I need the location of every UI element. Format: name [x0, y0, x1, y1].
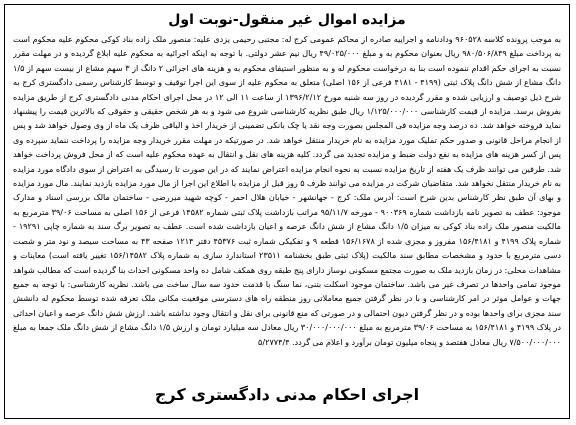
notice-body: به موجب پرونده کلاسه ۹۶۰۵۲۸ ودادنامه و اجراییه صادره از محاکم عمومی کرج له: مجتبی رحیمی یزدی علیه: منصور ملک زاده بناد کوکی محکوم علیه محکوم است به پرداخت مبلغ ۹۸۰/۵۰۶/۸۴۹ ریال بعنوان محکوم به و مبلغ ۴۹/۰۲۵/۰۰۰ ریال نیم عشر دولتی. با توجه به اینکه اجرائیه به محکوم علیه ابلاغ گردیده و در مهلت مقرر نسبت به اجرای حکم اقدام ننموده است بنا به درخواست محکوم له و به منظور استیفای محکوم به و هزینه های اجرائی ۲ دانگ از ۳ سهم مشاع از بیست سهم از ۱/۵ دانگ مشاع از شش دانگ پلاک ثبتی (۴۱۹۹ - ۴۱۸۱ فرعی از ۱۵۶ اصلی) متعلق به محکوم علیه از سوی این اجرا توقیف و توسط کارشناس رسمی دادگستری کرج به شرح ذیل توصیف و ارزیابی شده و مقرر گردیده در روز سه شنبه مورخ ۱۳۹۶/۲/۱۲ از ساعت ۱۱ الی ۱۲ در محل اجرای احکام مدنی دادگستری کرج از طریق مزایده بفروش برسد. مزایده از قیمت کارشناسی ۱/۱۲۵/۰۰۰/۰۰۰ ریال طبق نظریه کارشناسی شروع می شود و به هر شخص حقیقی و حقوقی که بالاترین قیمت را پیشنهاد نماید فروخته خواهد شد. ده درصد وجه مزایده فی المجلس بصورت وجه نقد یا چک بانکی تضمینی از خریدار اخذ و الباقی ظرف یک ماه از وی وصول خواهد شد و پس از انجام مراحل قانونی و صدور حکم تملیک مورد مزایده به نام خریدار منتقل خواهد شد. در صورتیکه در مهلت مقرر خریدار وجه مزایده را پرداخت ننماید سپرده وی پس از کسر هزینه های مزایده به نفع دولت ضبط و مزایده تجدید می گردد. کلیه هزینه های نقل و انتقال به عهده محکوم علیه است که از محل فروش پرداخت خواهد شد. طرفین می توانند ظرف یک هفته از تاریخ مزایده نسبت به نحوه انجام مزایده اعتراض نمایند که در این صورت تا رسیدگی به اعتراض از سوی دادگاه مورد مزایده به نام خریدار منتقل نخواهد شد. متقاضیان شرکت در مزایده می توانند ظرف ۵ روز قبل از مزایده با اطلاع این اجرا از مال مورد مزایده بازدید نمایند. مال مورد مزایده و بهای آن طبق نظر کارشناس بدین شرح است: آدرس ملک: کرج - جهانشهر - خیابان هلال احمر - کوچه شهید میررضی - ساختمان مالک بررسی اسناد و مدارک موجود: عطف به تصویر نامه بازداشت شماره ۹۰۰۳۶۹ - مورخه ۹۵/۱۱/۷ مراتب بازداشت پلاک ثبتی شماره ۱۴۵۸۲ فرعی از ۱۵۶ اصلی به مساحت ۳۹/۰۶ مترمربع به مالکیت منصور ملک زاده بناد کوکی به میزان ۱/۵ دانگ مشاع از شش دانگ عرصه و اعیان بازداشت شده است. عطف به تصویر برگ سند به شماره چاپی ۱۹۲۹۱ - شماره پلاک ۴۱۹۹ و ۱۵۶/۴۱۸۱ مفروز و مجزی شده از ۱۵۶/۱۶۷۸ قطعه ۹ و تفکیکی شماره ثبت ۴۵۳۷۶ دفتر ۱۲۱۴ صفحه ۴۳ به مساحت سیصد و نود متر و شصت دسی مترمربع با حدود و مشخصات مطابق سند مالکیت (پلاک ثبتی طبق بخشنامه ۲۳۵۱۱ استاندارد سازی به شماره پلاک ۱۵۶/۱۴۵۸۲ تغییر یافته است) معاینات و مشاهدات محلی: در زمان بازدید ملک به صورت مجتمع مسکونی نوساز دارای پنج طبقه روی همکف شامل ده واحد مسکونی احداث بنا گردیده است که مطالب شواهد موجود تمامی واحدها در تصرف غیر می باشد. ساختمان موجود اسکلت بتنی، نما سنگ با قدمت حدود سه سال ساخت می باشد. نظریه کارشناسی: با توجه به جمیع جهات و عوامل موثر در امر کارشناسی و با در نظر گرفتن جمیع معاملاتی روز منطقه راه های دسترسی موقعیت مکانی ملک تعرفه شده توسط محکوم له دانشش سند مجزی برای واحدها بوده و در نظر گرفتن دیون احتمالی و در صورتی که منع قانونی برای نقل و انتقال وجود نداشته باشد. ارزش شش دانگ عرصه و اعیان احداثی در پلاک ۴۱۹۹ و ۱۵۶/۴۱۸۱ به مساحت ۳۹/۰۶ مترمربع به مبلغ ۳۰/۰۰۰/۰۰۰/۰۰۰ ریال معادل سه میلیارد تومان و ارزش ۱/۵ دانگ مشاع از شش دانگ ملک جمعا به مبلغ ۷/۵۰۰/۰۰۰/۰۰۰ ریال معادل هفتصد و پنجاه میلیون تومان برآورد و اعلام می گردد. ۵/۲۷۷۴/۴: [13, 34, 561, 347]
notice-signature: اجرای احکام مدنی دادگستری کرج: [154, 385, 420, 404]
auction-notice: [4, 4, 570, 419]
notice-title: مزایده اموال غیر منقول-نوبت اول: [168, 12, 406, 28]
